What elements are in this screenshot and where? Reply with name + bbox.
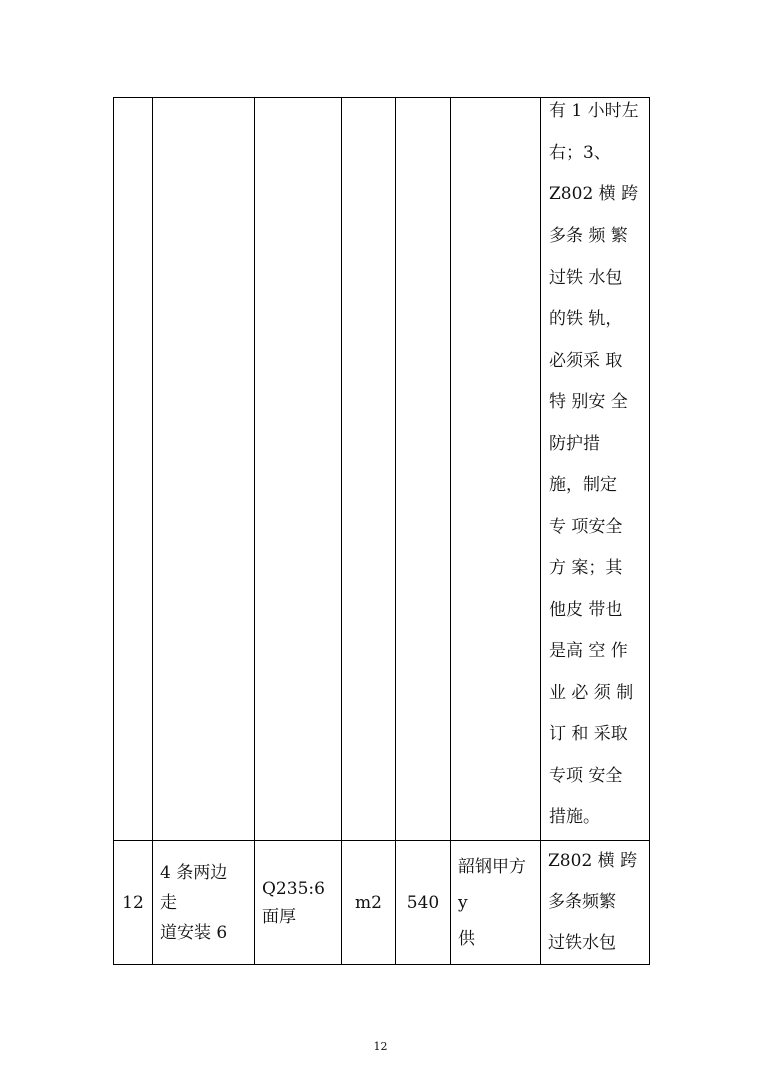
note-line: 多条 频 繁: [549, 226, 628, 246]
note-line: Z802 横 跨: [549, 184, 639, 204]
cell-unit-empty: [342, 98, 396, 841]
note-line: 过铁 水包: [549, 268, 623, 288]
spec-line: 面厚: [262, 906, 296, 927]
table-row-12: [114, 841, 650, 965]
item-lines: [160, 858, 254, 948]
cell-unit: m2: [342, 841, 396, 965]
supply-line: 韶钢甲方: [458, 856, 526, 877]
cell-quantity: 540: [396, 841, 451, 965]
cell-index: 12: [114, 841, 153, 965]
cell-spec-empty: [255, 98, 342, 841]
cell-item-empty: [153, 98, 255, 841]
note-line: 右；3、: [549, 143, 611, 163]
item-line: 走: [160, 892, 177, 913]
supply-line: y: [458, 892, 468, 913]
note-line: 是高 空 作: [549, 641, 628, 661]
note-line: 必须采 取: [549, 351, 623, 371]
cell-supply-empty: [451, 98, 541, 841]
note-line: 订 和 采取: [549, 724, 628, 744]
note-line: 专 项安全: [549, 517, 623, 537]
note-line: 业 必 须 制: [549, 683, 634, 703]
note-line: Z802 横 跨: [548, 851, 638, 871]
note-line: 过铁水包: [548, 933, 616, 953]
note-line: 施，制定: [549, 475, 617, 495]
note-line: 专项 安全: [549, 766, 623, 786]
note-line: 多条频繁: [548, 892, 616, 912]
cell-notes: [541, 841, 650, 965]
cell-notes-continued: [541, 98, 650, 841]
spec-line: Q235:6: [262, 878, 325, 899]
note-line: 的铁 轨，: [549, 309, 623, 329]
notes-continued-lines: [541, 98, 649, 840]
construction-item-table: [113, 97, 650, 965]
cell-index-empty: [114, 98, 153, 841]
table-row-continued: [114, 98, 650, 841]
note-line: 有 1 小时左: [549, 101, 639, 121]
notes-lines: [548, 841, 649, 964]
page-number: 12: [373, 1040, 388, 1053]
note-line: 特 别安 全: [549, 392, 628, 412]
note-line: 措施。: [549, 807, 600, 827]
cell-item: [153, 841, 255, 965]
supply-line: 供: [458, 928, 475, 949]
note-line: 他皮 带也: [549, 600, 623, 620]
cell-quantity-empty: [396, 98, 451, 841]
spec-lines: [262, 875, 341, 931]
item-line: 道安装 6: [160, 922, 228, 943]
item-line: 4 条两边: [160, 862, 228, 883]
note-line: 防护措: [549, 434, 600, 454]
supply-lines: [458, 849, 540, 957]
note-line: 方 案；其: [549, 558, 623, 578]
cell-supply: [451, 841, 541, 965]
cell-spec: [255, 841, 342, 965]
